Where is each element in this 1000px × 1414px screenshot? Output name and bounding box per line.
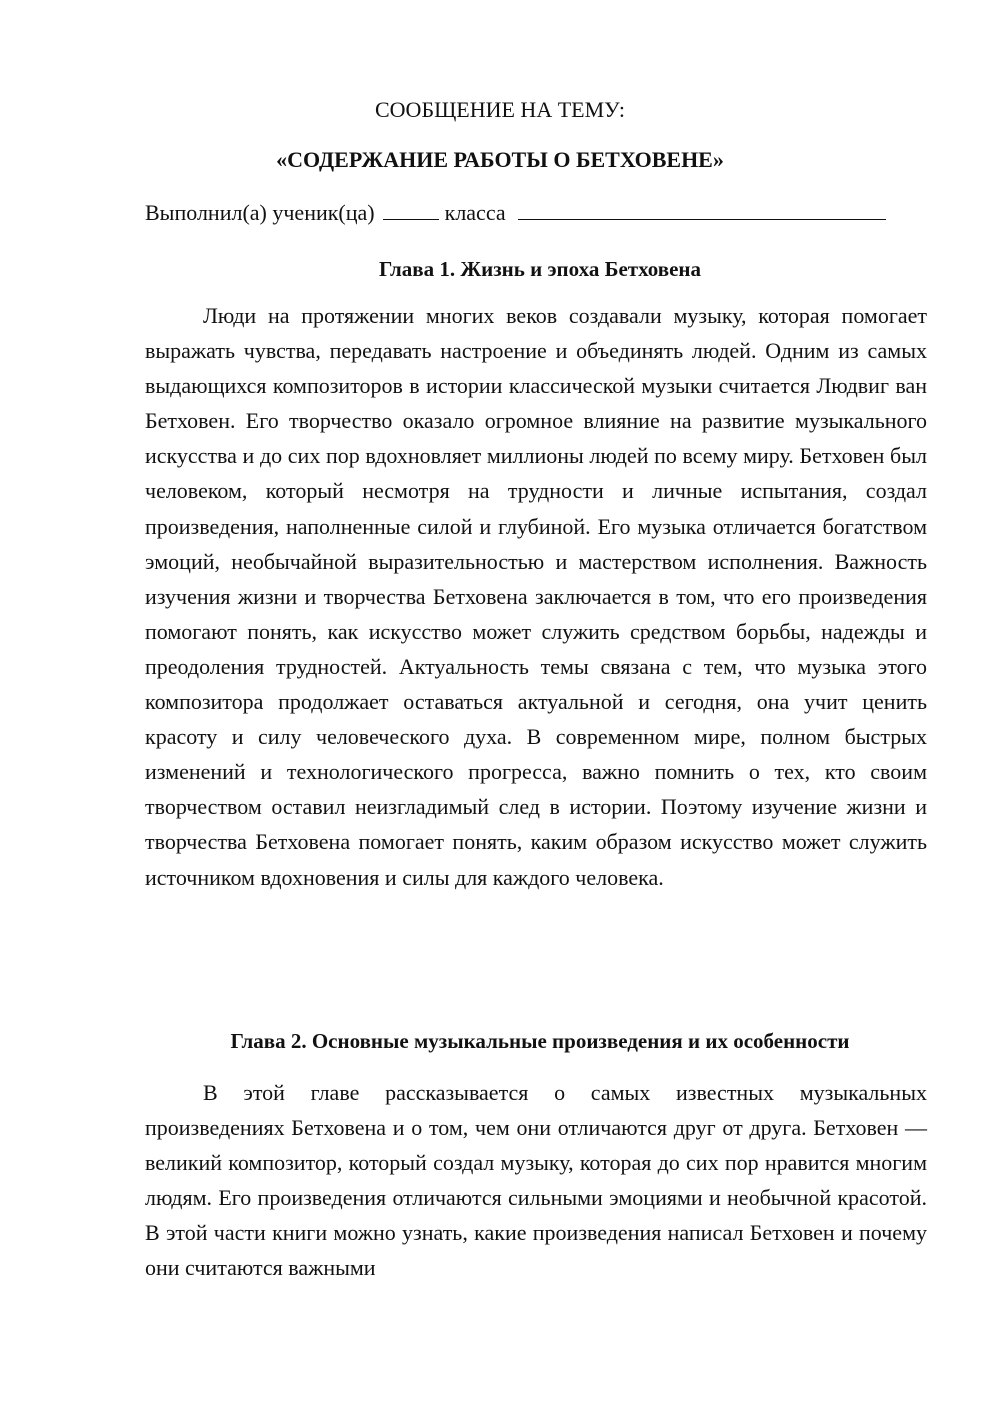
class-number-blank: [383, 197, 439, 220]
title-line-1: СООБЩЕНИЕ НА ТЕМУ:: [375, 97, 625, 122]
student-info-line: [145, 197, 935, 228]
chapter-2-paragraph: В этой главе рассказывается о самых известных музыкальных произведениях Бетховена и о том, чем они отличаются друг от друга. Бетховен — великий композитор, который создал музыку, которая до сих пор нравится многим людям. Его произведения отличаются сильными эмоциями и необычной красотой. В этой части книги можно узнать, какие произведения написал Бетховен и почему они считаются важными: [145, 1080, 927, 1281]
chapter-1-paragraph: Люди на протяжении многих веков создавали музыку, которая помогает выражать чувства, передавать настроение и объединять людей. Одним из самых выдающихся композиторов в истории классической музыки считается Людвиг ван Бетховен. Его творчество оказало огромное влияние на развитие музыкального искусства и до сих пор вдохновляет миллионы людей по всему миру. Бетховен был человеком, который несмотря на трудности и личные испытания, создал произведения, наполненные силой и глубиной. Его музыка отличается богатством эмоций, необычайной выразительностью и мастерством исполнения. Важность изучения жизни и творчества Бетховена заключается в том, что его произведения помогают понять, как искусство может служить средством борьбы, надежды и преодоления трудностей. Актуальность темы связана с тем, что музыка этого композитора продолжает оставаться актуальной и сегодня, она учит ценить красоту и силу человеческого духа. В современном мире, полном быстрых изменений и технологического прогресса, важно помнить о тех, кто своим творчеством оставил неизгладимый след в истории. Поэтому изучение жизни и творчества Бетховена помогает понять, каким образом искусство может служить источником вдохновения и силы для каждого человека.: [145, 303, 927, 890]
chapter-2-heading: Глава 2. Основные музыкальные произведения и их особенности: [230, 1029, 850, 1053]
student-name-blank: [518, 197, 886, 220]
title-line-2: «СОДЕРЖАНИЕ РАБОТЫ О БЕТХОВЕНЕ»: [276, 147, 724, 172]
student-label: Выполнил(а) ученик(ца): [145, 200, 375, 225]
chapter-1-heading: Глава 1. Жизнь и эпоха Бетховена: [378, 257, 702, 281]
class-label: класса: [444, 200, 506, 225]
